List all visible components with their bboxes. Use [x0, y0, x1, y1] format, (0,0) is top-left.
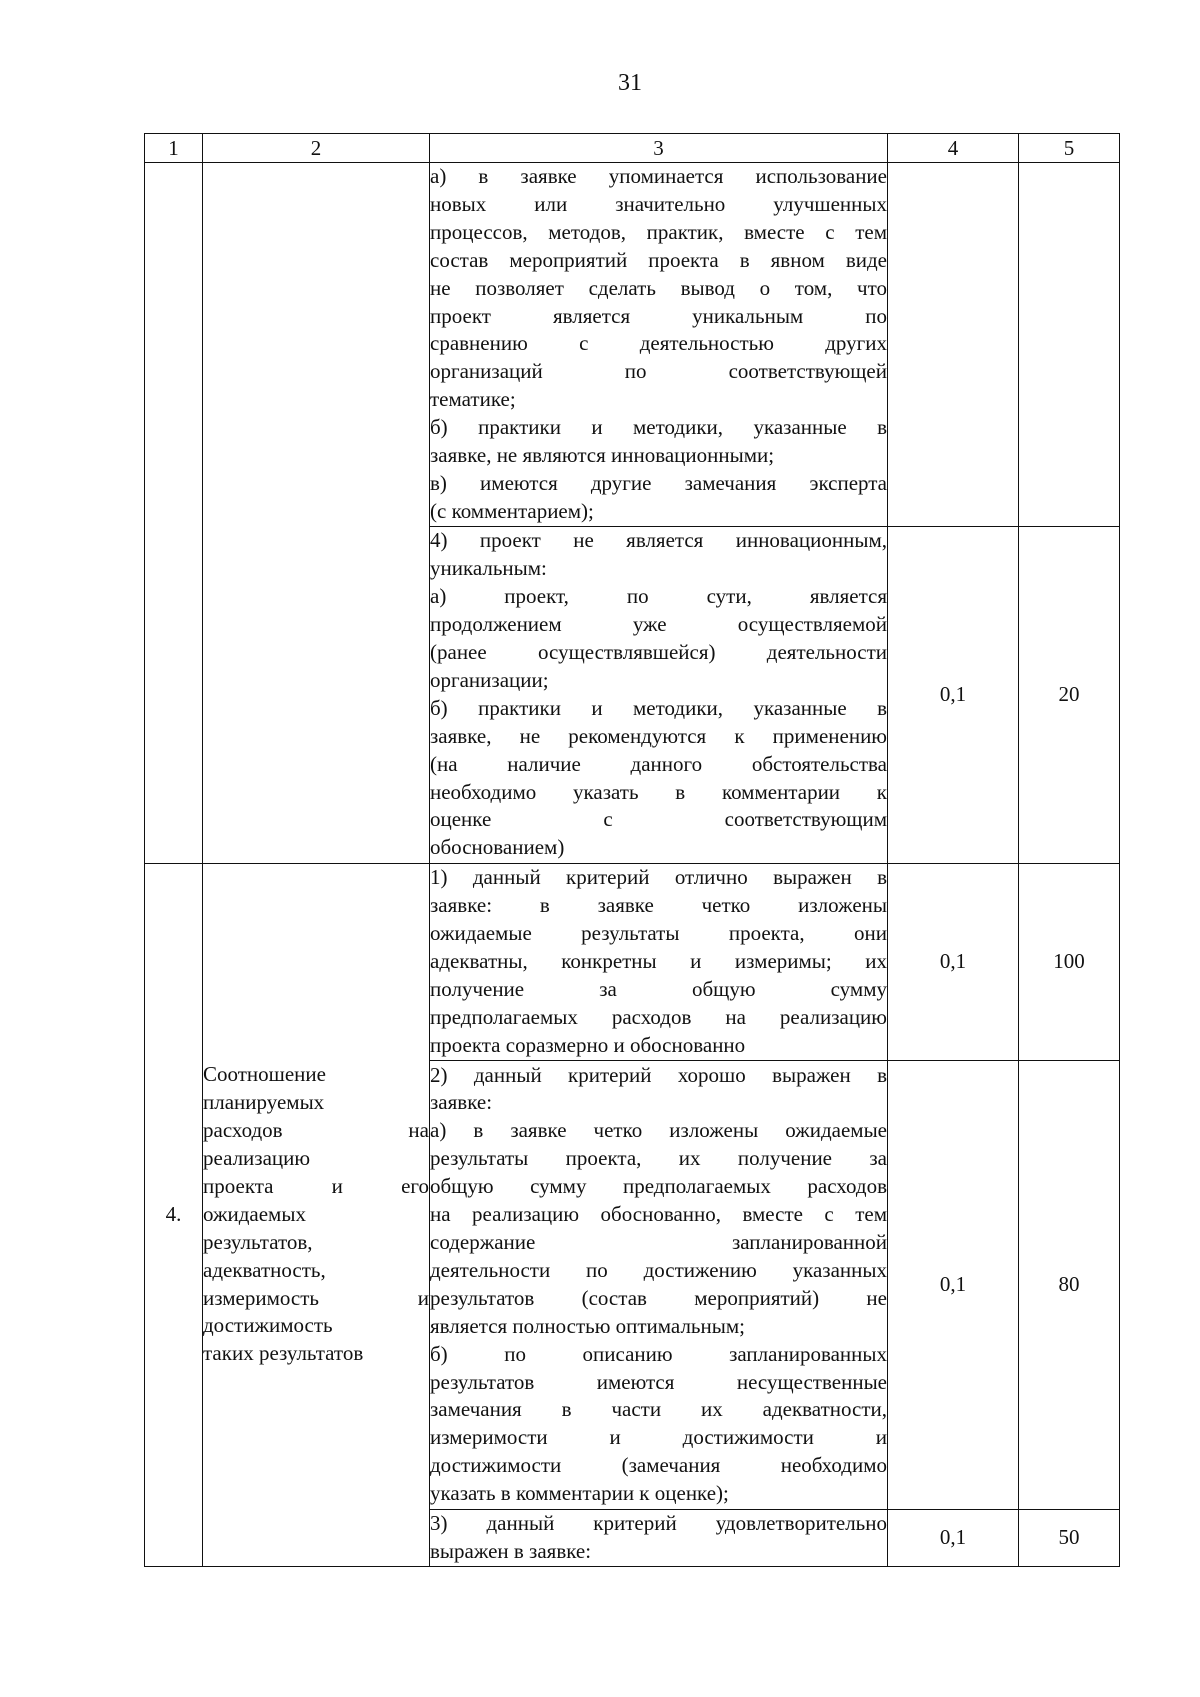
page-number: 31 — [618, 70, 642, 96]
criterion-number: 4. — [145, 863, 203, 1566]
header-row — [145, 134, 1120, 163]
description-cell — [430, 863, 888, 1060]
description-cell — [430, 1060, 888, 1509]
weight-cell-empty — [888, 163, 1019, 527]
header-col-5: 5 — [1019, 134, 1120, 163]
weight-value: 0,1 — [888, 1060, 1019, 1509]
table-row — [145, 863, 1120, 1060]
option-2-text: 2) данный критерий хорошо выражен в заявке: а) в заявке четко изложены ожидаемые результаты проекта, их получение за общую сумму предполагаемых расходов на реализацию обоснованно, вместе с тем содержание запланированной деятельности по достижению указанных результатов (состав мероприятий) не является полностью оптимальным; б) по описанию запланированных результатов имеются несущественные замечания в части их адекватности, измеримости и достижимости и достижимости (замечания необходимо указать в комментарии к оценке); — [430, 1062, 887, 1506]
criterion-cell-empty — [203, 163, 430, 864]
header-col-2: 2 — [203, 134, 430, 163]
score-value: 50 — [1019, 1509, 1120, 1566]
weight-value: 0,1 — [888, 1509, 1019, 1566]
score-value: 100 — [1019, 863, 1120, 1060]
description-cell — [430, 526, 888, 863]
weight-value: 0,1 — [888, 863, 1019, 1060]
criteria-table — [144, 133, 1120, 1567]
weight-value: 0,1 — [888, 526, 1019, 863]
section-b-text: 4) проект не является инновационным, уникальным: а) проект, по сути, является продолжением уже осуществляемой (ранее осуществлявшейся) деятельности организации; б) практики и методики, указанные в заявке, не рекомендуются к применению (на наличие данного обстоятельства необходимо указать в комментарии к оценке с соответствующим обоснованием) — [430, 528, 887, 860]
option-3-text: 3) данный критерий удовлетворительно выражен в заявке: — [430, 1510, 887, 1563]
description-cell — [430, 1509, 888, 1566]
description-cell — [430, 163, 888, 527]
score-value: 20 — [1019, 526, 1120, 863]
criterion-name — [203, 863, 430, 1566]
score-value: 80 — [1019, 1060, 1120, 1509]
header-col-3: 3 — [430, 134, 888, 163]
header-col-1: 1 — [145, 134, 203, 163]
section-a-text: а) в заявке упоминается использование новых или значительно улучшенных процессов, методов, практик, вместе с тем состав мероприятий проекта в явном виде не позволяет сделать вывод о том, что проект является уникальным по сравнению с деятельностью других организаций по соответствующей тематике; б) практики и методики, указанные в заявке, не являются инновационными; в) имеются другие замечания эксперта (с комментарием); — [430, 164, 887, 523]
header-col-4: 4 — [888, 134, 1019, 163]
table-row — [145, 163, 1120, 527]
score-cell-empty — [1019, 163, 1120, 527]
criterion-name-text: Соотношение планируемых расходов на реализацию проекта и его ожидаемых результатов, адекватность, измеримость и достижимость таких результатов — [203, 1062, 429, 1366]
option-1-text: 1) данный критерий отлично выражен в заявке: в заявке четко изложены ожидаемые результаты проекта, они адекватны, конкретны и измеримы; их получение за общую сумму предполагаемых расходов на реализацию проекта соразмерно и обоснованно — [430, 865, 887, 1057]
number-cell-empty — [145, 163, 203, 864]
